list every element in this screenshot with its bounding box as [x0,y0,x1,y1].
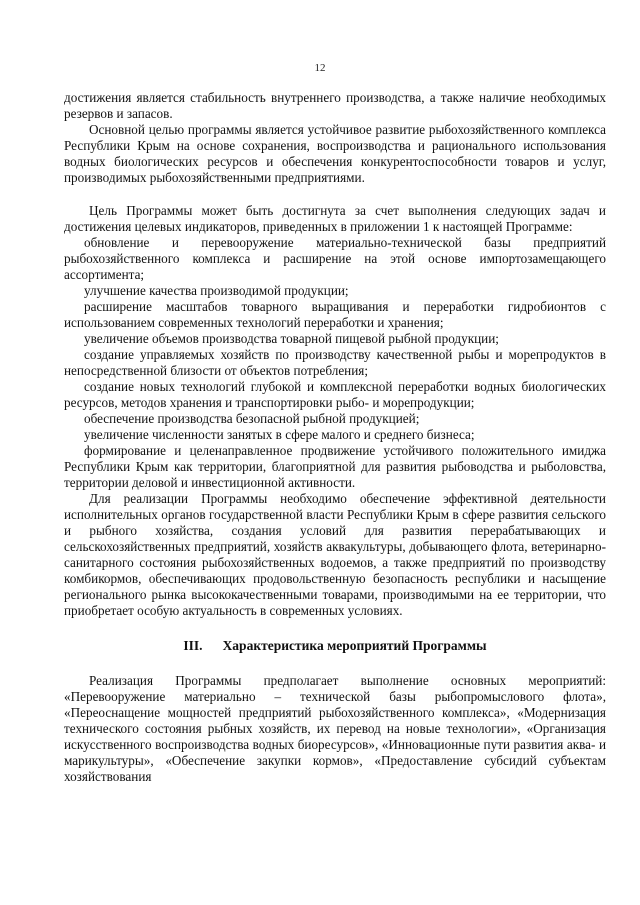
paragraph-main-goal: Основной целью программы является устойчивое развитие рыбохозяйственного комплекса Республики Крым на основе сохранения, воспроизводства и рационального использования водных биологических ресурсов и обеспечения конкурентоспособности товаров и услуг, производимых рыбохозяйственными предприятиями. [64,122,606,185]
task-item: обновление и перевооружение материально-технической базы предприятий рыбохозяйственного комплекса и расширение на этой основе импортозамещающего ассортимента; [64,235,606,282]
task-item: увеличение численности занятых в сфере малого и среднего бизнеса; [84,427,475,442]
spacer [64,186,606,203]
document-body [64,90,606,785]
task-item: улучшение качества производимой продукции; [84,283,349,298]
paragraph-goal-intro: Цель Программы может быть достигнута за счет выполнения следующих задач и достижения целевых индикаторов, приведенных в приложении 1 к настоящей Программе: [64,203,606,234]
paragraph-continuation: достижения является стабильность внутреннего производства, а также наличие необходимых резервов и запасов. [64,90,606,121]
task-item: расширение масштабов товарного выращивания и переработки гидробионтов с использованием современных технологий переработки и хранения; [64,299,606,330]
section-title: Характеристика мероприятий Программы [222,638,487,653]
paragraph-section-text: Реализация Программы предполагает выполнение основных мероприятий: «Перевооружение материально – технической базы рыбопромыслового флота», «Переоснащение мощностей предприятий рыбохозяйственного комплекса», «Модернизация технического состояния рыбных хозяйств, их перевод на новые технологии», «Организация искусственного воспроизводства водных биоресурсов», «Инновационные пути развития аква- и марикультуры», «Обеспечение закупки кормов», «Предоставление субсидий субъектам хозяйствования [64,673,606,784]
spacer [64,654,606,673]
section-heading [64,638,606,654]
paragraph-implementation: Для реализации Программы необходимо обеспечение эффективной деятельности исполнительных органов государственной власти Республики Крым в сфере развития сельского и рыбного хозяйства, создания условий для развития перерабатывающих и сельскохозяйственных предприятий, хозяйств аквакультуры, добывающего флота, ветеринарно-санитарного состояния рыбохозяйственных водоемов, а также предприятий по производству комбикормов, обеспечивающих продовольственную безопасность республики и насыщение регионального рынка высококачественными товарами, производимыми на ее территории, что приобретает особую актуальность в современных условиях. [64,491,606,618]
task-item: формирование и целенаправленное продвижение устойчивого положительного имиджа Республики Крым как территории, благоприятной для развития рыбоводства и рыболовства, территории деловой и инвестиционной активности. [64,443,606,490]
task-item: создание управляемых хозяйств по производству качественной рыбы и морепродуктов в непосредственной близости от объектов потребления; [64,347,606,378]
task-item: увеличение объемов производства товарной пищевой рыбной продукции; [84,331,499,346]
section-number: III. [183,638,203,653]
task-item: обеспечение производства безопасной рыбной продукцией; [84,411,420,426]
spacer [64,619,606,638]
page-number: 12 [314,62,326,74]
task-item: создание новых технологий глубокой и комплексной переработки водных биологических ресурсов, методов хранения и транспортировки рыбо- и морепродукции; [64,379,606,410]
